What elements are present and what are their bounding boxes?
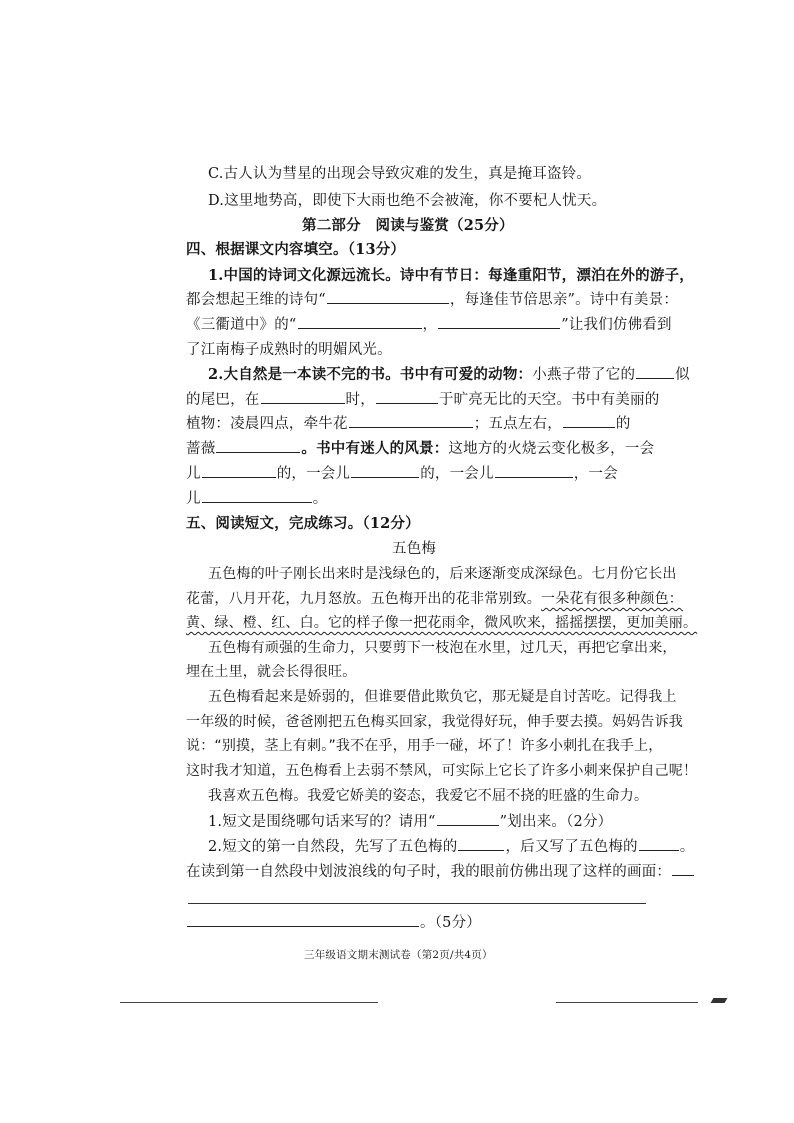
q4-item2-l6b: 。	[312, 491, 328, 507]
q5-sub2-b: ，后又写了五色梅的	[505, 839, 638, 855]
q4-item2-l4a: 蔷薇	[186, 441, 216, 457]
q4-item2-l5c: 的，一会儿	[420, 466, 494, 482]
answer-blank[interactable]	[636, 365, 674, 379]
option-c: C.古人认为彗星的出现会导致灾难的发生，真是掩耳盗铃。	[208, 166, 592, 182]
answer-blank[interactable]	[298, 315, 422, 329]
q5-title: 五、阅读短文，完成练习。（12分）	[186, 515, 420, 532]
answer-blank[interactable]	[438, 315, 560, 329]
q5-sub1	[208, 812, 612, 832]
q4-item2-l3a: 植物：凌晨四点，牵牛花	[186, 416, 348, 432]
answer-blank[interactable]	[495, 464, 573, 478]
scan-edge-line-right	[556, 1002, 698, 1003]
answer-line[interactable]	[188, 903, 646, 904]
q4-item2-line4	[186, 439, 654, 459]
passage-p1-line1: 五色梅的叶子刚长出来时是浅绿色的，后来逐渐变成深绿色。七月份它长出	[208, 566, 677, 582]
q4-item2-line2	[186, 390, 659, 410]
q4-item2-l5a: 儿	[186, 466, 201, 482]
q4-item2-l2b: 时，	[345, 392, 375, 408]
passage-p3-line1: 五色梅看起来是娇弱的，但谁要借此欺负它，那无疑是自讨苦吃。记得我上	[208, 689, 677, 705]
passage-p4-line1: 我喜欢五色梅。我爱它娇美的姿态，我爱它不屈不挠的旺盛的生命力。	[208, 788, 649, 804]
passage-p1-line2	[186, 589, 683, 609]
answer-blank[interactable]	[351, 464, 419, 478]
q4-item2-l3c: 的	[615, 416, 631, 432]
wavy-underlined-sentence-cont: 黄、绿、橙、红、白。它的样子像一把花雨伞，微风吹来，摇摇摆摆，更加美丽。	[186, 615, 698, 631]
passage-p2-line1: 五色梅有顽强的生命力，只要剪下一枝泡在水里，过几天，再把它拿出来，	[208, 640, 677, 656]
passage-p3-line3: 说：“别摸，茎上有刺。”我不在乎，用手一碰，坏了！许多小刺扎在我手上，	[186, 738, 663, 754]
q4-item1-l2a: 都会想起王维的诗句“	[186, 292, 326, 308]
q4-item2-l4b: 。书中有迷人的风景：	[301, 440, 449, 457]
option-d: D.这里地势高，即使下大雨也绝不会被淹，你不要杞人忧天。	[208, 193, 607, 209]
q5-sub1-a: 1.短文是围绕哪句话来写的？请用“	[208, 814, 436, 830]
answer-blank[interactable]	[349, 414, 473, 428]
q5-sub2-l2: 在读到第一自然段中划波浪线的句子时，我的眼前仿佛出现了这样的画面：	[186, 864, 672, 880]
q4-item1-line2	[186, 290, 678, 310]
answer-blank[interactable]	[458, 837, 504, 851]
q4-item1-l3b: ，	[422, 317, 438, 333]
q4-item2-line6	[186, 489, 327, 509]
q4-item2-l1b: 小燕子带了它的	[532, 367, 636, 383]
passage-p3-line2: 一年级的时候，爸爸刚把五色梅买回家，我觉得好玩，伸手要去摸。妈妈告诉我	[186, 714, 683, 730]
q4-item2-l3b: ；五点左右，	[473, 416, 562, 432]
q4-item1-line1	[208, 266, 694, 286]
answer-blank[interactable]	[639, 837, 679, 851]
answer-blank[interactable]	[437, 812, 499, 826]
q5-sub2-line1	[208, 837, 694, 857]
q4-item1-l3a: 《三衢道中》的“	[186, 317, 297, 333]
q4-item1-l3c: ”让我们仿佛看到	[561, 317, 672, 333]
passage-p1-l2a: 花蕾，八月开花，九月怒放。五色梅开出的花非常别致。	[186, 591, 541, 607]
answer-blank[interactable]	[376, 390, 438, 404]
q5-sub2-line4	[186, 913, 481, 933]
q4-title: 四、根据课文内容填空。（13分）	[186, 241, 406, 258]
q5-sub2-a: 2.短文的第一自然段，先写了五色梅的	[208, 839, 458, 855]
answer-blank[interactable]	[563, 414, 615, 428]
passage-title: 五色梅	[392, 541, 437, 557]
q5-sub2-end: 。（5分）	[420, 915, 481, 931]
q4-item2-l2c: 于旷亮无比的天空。书中有美丽的	[438, 392, 660, 408]
q4-item2-l1c: 似	[675, 367, 690, 383]
q4-item2-line1	[208, 365, 690, 385]
q4-item2-line5	[186, 464, 618, 484]
q4-item2-l5d: ，一会	[573, 466, 618, 482]
answer-blank[interactable]	[261, 390, 345, 404]
part2-title: 第二部分 阅读与鉴赏（25分）	[302, 217, 514, 234]
answer-blank[interactable]	[216, 439, 300, 453]
q5-sub1-b: ”划出来。（2分）	[499, 814, 613, 830]
q5-sub2-line2	[186, 862, 695, 882]
answer-blank[interactable]	[202, 464, 276, 478]
q4-item2-l1a: 2.大自然是一本读不完的书。书中有可爱的动物：	[208, 366, 533, 383]
q4-item2-l2a: 的尾巴，在	[186, 392, 260, 408]
passage-p2-line2: 埋在土里，就会长得很旺。	[186, 664, 357, 680]
page-footer: 三年级语文期末测试卷（第2页/共4页）	[304, 949, 493, 961]
q4-item2-line3	[186, 414, 631, 434]
answer-blank[interactable]	[187, 913, 419, 927]
q4-item1-l2b: ，每逢佳节倍思亲”。诗中有美景：	[449, 292, 679, 308]
passage-p1-line3	[186, 613, 697, 633]
q5-sub2-c: 。	[679, 839, 695, 855]
q4-item2-l6a: 儿	[186, 491, 201, 507]
q4-item1-text: 1.中国的诗词文化源远流长。诗中有节日：每逢重阳节，漂泊在外的游子，	[208, 267, 694, 284]
scan-mark	[711, 998, 728, 1003]
q4-item2-l4c: 这地方的火烧云变化极多，一会	[448, 441, 655, 457]
q4-item1-line4: 了江南梅子成熟时的明媚风光。	[186, 342, 392, 358]
answer-blank[interactable]	[327, 290, 449, 304]
scan-edge-line-left	[120, 1002, 378, 1003]
answer-blank[interactable]	[202, 489, 312, 503]
q4-item2-l5b: 的，一会儿	[276, 466, 351, 482]
passage-p3-line4: 这时我才知道，五色梅看上去弱不禁风，可实际上它长了许多小刺来保护自己呢！	[186, 763, 698, 779]
q4-item1-line3	[186, 315, 672, 335]
answer-blank[interactable]	[672, 862, 694, 876]
wavy-underlined-sentence: 一朵花有很多种颜色：	[541, 591, 683, 607]
